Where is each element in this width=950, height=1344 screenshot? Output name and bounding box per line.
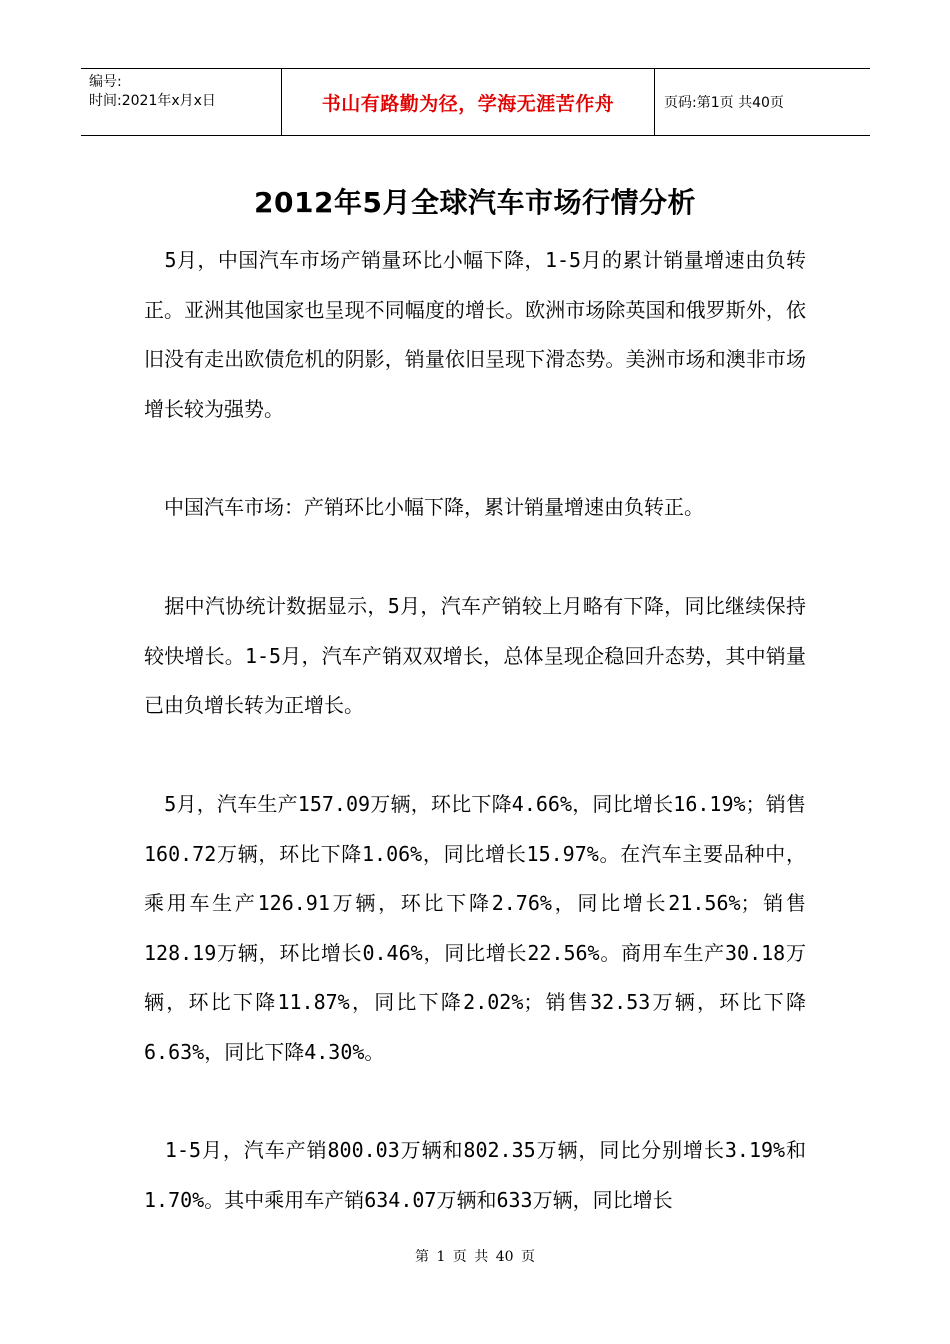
header-motto-cell (281, 69, 655, 135)
header-meta-cell (81, 69, 281, 135)
page-footer: 第 1 页 共 40 页 (415, 1249, 535, 1265)
document-date: 时间:2021年x月x日 (89, 93, 216, 109)
paragraph-caam-stats: 据中汽协统计数据显示，5月，汽车产销较上月略有下降，同比继续保持较快增长。1-5月，汽车产销双双增长，总体呈现企稳回升态势，其中销量已由负增长转为正增长。 (144, 594, 806, 717)
document-title: 2012年5月全球汽车市场行情分析 (254, 185, 696, 219)
header-table (81, 68, 870, 136)
header-motto: 书山有路勤为径，学海无涯苦作舟 (321, 92, 615, 115)
header-page-cell (655, 69, 870, 135)
document-number-label: 编号: (89, 74, 122, 90)
header-page-info: 页码:第1页 共40页 (664, 95, 784, 111)
paragraph-china-heading: 中国汽车市场：产销环比小幅下降，累计销量增速由负转正。 (144, 495, 704, 519)
paragraph-intro: 5月，中国汽车市场产销量环比小幅下降，1-5月的累计销量增速由负转正。亚洲其他国家也呈现不同幅度的增长。欧洲市场除英国和俄罗斯外，依旧没有走出欧债危机的阴影，销量依旧呈现下滑态势。美洲市场和澳非市场增长较为强势。 (144, 248, 806, 421)
paragraph-jan-may-figures: 1-5月，汽车产销800.03万辆和802.35万辆，同比分别增长3.19%和1.70%。其中乘用车产销634.07万辆和633万辆，同比增长 (144, 1138, 806, 1212)
paragraph-may-figures: 5月，汽车生产157.09万辆，环比下降4.66%，同比增长16.19%；销售160.72万辆，环比下降1.06%，同比增长15.97%。在汽车主要品种中，乘用车生产126.91万辆，环比下降2.76%，同比增长21.56%；销售128.19万辆，环比增长0.46%，同比增长22.56%。商用车生产30.18万辆，环比下降11.87%，同比下降2.02%；销售32.53万辆，环比下降6.63%，同比下降4.30%。 (144, 792, 806, 1064)
